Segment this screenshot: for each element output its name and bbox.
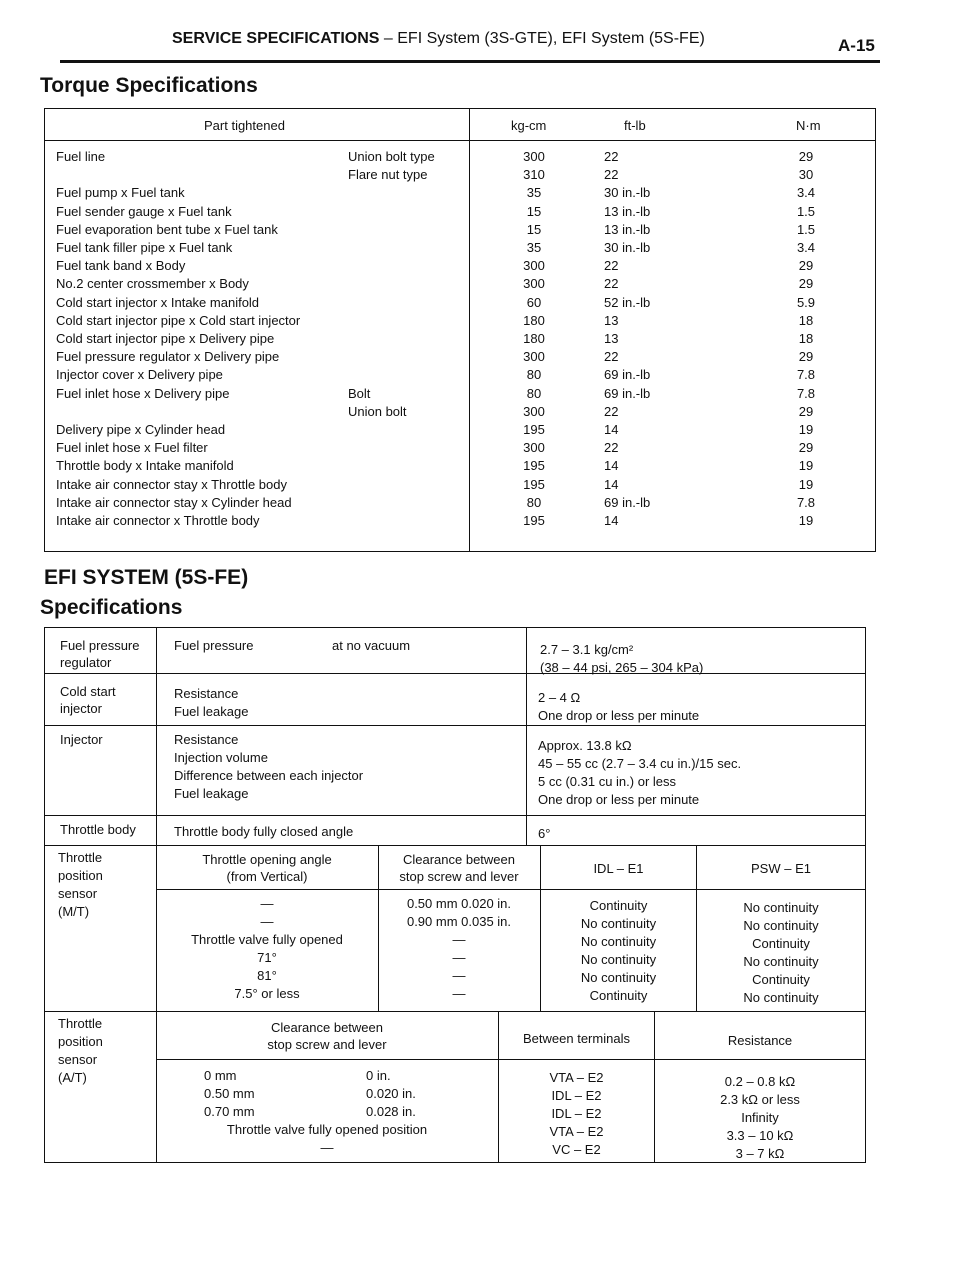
torque-part-cell: Intake air connector stay x Throttle body xyxy=(56,476,287,492)
torque-part-cell: Fuel line xyxy=(56,149,106,164)
tps-at-label-line: (A/T) xyxy=(58,1070,87,1085)
specifications-table xyxy=(44,627,866,1163)
torque-part-cell: No.2 center crossmember x Body xyxy=(56,276,249,292)
idl-cell: Continuity xyxy=(589,898,648,913)
torque-row xyxy=(44,349,876,367)
angle-cell: — xyxy=(260,914,274,929)
torque-nm-cell: 3.4 xyxy=(796,185,816,201)
torque-ftlb-cell: 14 xyxy=(604,458,619,474)
table-border xyxy=(526,627,527,845)
torque-kgcm-cell: 195 xyxy=(523,476,545,492)
terminal-cell: IDL – E2 xyxy=(551,1088,602,1103)
torque-kgcm-cell: 15 xyxy=(526,203,542,219)
psw-cell: Continuity xyxy=(752,972,810,987)
table-border xyxy=(44,627,866,628)
torque-ftlb-cell: 13 in.-lb xyxy=(604,203,651,219)
torque-nm-cell: 1.5 xyxy=(796,203,816,219)
torque-row xyxy=(44,276,876,294)
clearance-cell: — xyxy=(452,932,466,947)
col-angle-sub: (from Vertical) xyxy=(226,869,308,884)
col-clearance-header: Clearance between xyxy=(402,852,516,867)
at-mm-cell: 0.50 mm xyxy=(204,1086,255,1101)
col-psw-header: PSW – E1 xyxy=(751,861,811,876)
torque-nm-cell: 1.5 xyxy=(796,221,816,237)
col-resistance-header: Resistance xyxy=(727,1033,793,1048)
throttle-body-value: 6° xyxy=(538,826,551,841)
angle-cell: 7.5° or less xyxy=(234,986,300,1001)
torque-row xyxy=(44,495,876,513)
injector-item: Resistance xyxy=(174,732,239,747)
torque-nm-cell: 19 xyxy=(798,513,814,528)
torque-kgcm-cell: 300 xyxy=(523,403,545,419)
page-number: A-15 xyxy=(838,36,875,55)
torque-row xyxy=(44,513,876,531)
table-border xyxy=(44,845,866,846)
torque-kgcm-cell: 300 xyxy=(523,440,545,456)
resistance-cell: 3 – 7 kΩ xyxy=(735,1146,785,1161)
injector-item: Difference between each injector xyxy=(174,768,364,783)
torque-part-cell: Fuel inlet hose x Fuel filter xyxy=(56,440,208,456)
torque-kgcm-cell: 300 xyxy=(523,349,545,365)
torque-part-cell: Fuel tank band x Body xyxy=(56,258,186,274)
torque-ftlb-cell: 22 xyxy=(604,258,619,274)
injector-items xyxy=(174,731,363,803)
torque-part-cell: Fuel pump x Fuel tank xyxy=(56,185,185,201)
terminal-cell: IDL – E2 xyxy=(551,1106,602,1121)
resistance-cell: 2.3 kΩ or less xyxy=(720,1092,800,1107)
torque-nm-cell: 18 xyxy=(798,331,814,346)
at-inch-cell: 0 in. xyxy=(366,1068,391,1083)
tps-at-label-line: position xyxy=(58,1034,103,1049)
at-inch-cell: 0.020 in. xyxy=(366,1086,416,1101)
clearance-cell: 0.90 mm 0.035 in. xyxy=(406,914,512,929)
resistance-cell: 3.3 – 10 kΩ xyxy=(726,1128,794,1143)
torque-type-cell: Union bolt type xyxy=(348,149,435,164)
tps-mt-idl xyxy=(541,897,696,1005)
torque-row xyxy=(44,204,876,222)
torque-part-cell: Fuel sender gauge x Fuel tank xyxy=(56,203,232,219)
psw-cell: No continuity xyxy=(743,954,819,969)
torque-kgcm-cell: 35 xyxy=(526,185,542,201)
idl-cell: No continuity xyxy=(580,934,657,949)
torque-kgcm-cell: 300 xyxy=(523,149,545,164)
idl-cell: Continuity xyxy=(589,988,648,1003)
at-inch-cell: 0.028 in. xyxy=(366,1104,416,1119)
at-mm-cell: 0.70 mm xyxy=(204,1104,255,1119)
csi-label-1: Cold start xyxy=(60,684,116,699)
col-clearance-sub: stop screw and lever xyxy=(399,869,519,884)
at-inch-values xyxy=(366,1067,416,1121)
tps-mt-label-line: position xyxy=(58,868,103,883)
torque-kgcm-cell: 310 xyxy=(523,167,545,183)
torque-nm-cell: 7.8 xyxy=(796,494,816,510)
header-rule xyxy=(60,60,880,63)
torque-ftlb-cell: 69 in.-lb xyxy=(604,385,651,401)
torque-ftlb-cell: 14 xyxy=(604,422,619,437)
torque-row xyxy=(44,258,876,276)
torque-ftlb-cell: 22 xyxy=(604,167,619,183)
torque-nm-cell: 7.8 xyxy=(796,367,816,383)
fpr-item: Fuel pressure xyxy=(174,638,254,653)
terminal-cell: VTA – E2 xyxy=(549,1124,604,1139)
torque-nm-cell: 7.8 xyxy=(796,385,816,401)
torque-type-cell: Bolt xyxy=(348,385,371,401)
torque-part-cell: Intake air connector stay x Cylinder head xyxy=(56,494,292,510)
table-border xyxy=(44,815,866,816)
idl-cell: No continuity xyxy=(580,970,657,985)
torque-nm-cell: 29 xyxy=(798,403,814,419)
fpr-value-1: 2.7 – 3.1 kg/cm² xyxy=(540,642,634,657)
table-border xyxy=(44,551,876,552)
torque-ftlb-cell: 22 xyxy=(604,149,619,164)
col-nm-header: N·m xyxy=(796,118,821,133)
terminal-cell: VTA – E2 xyxy=(549,1070,604,1085)
torque-part-cell: Fuel pressure regulator x Delivery pipe xyxy=(56,349,280,365)
col-angle-header: Throttle opening angle xyxy=(202,852,332,867)
torque-kgcm-cell: 300 xyxy=(523,258,545,274)
terminal-cell: VC – E2 xyxy=(552,1142,601,1157)
idl-cell: No continuity xyxy=(580,952,657,967)
section-label: SERVICE SPECIFICATIONS xyxy=(172,30,380,47)
torque-ftlb-cell: 30 in.-lb xyxy=(604,185,651,201)
torque-kgcm-cell: 195 xyxy=(523,513,545,528)
torque-kgcm-cell: 180 xyxy=(523,331,545,346)
torque-row xyxy=(44,167,876,185)
torque-row xyxy=(44,477,876,495)
table-border xyxy=(44,140,876,141)
torque-ftlb-cell: 13 in.-lb xyxy=(604,221,651,237)
torque-kgcm-cell: 35 xyxy=(526,240,542,255)
table-border xyxy=(44,725,866,726)
psw-cell: No continuity xyxy=(743,918,819,933)
torque-nm-cell: 19 xyxy=(798,476,814,492)
torque-row xyxy=(44,222,876,240)
at-mm-values xyxy=(204,1067,255,1121)
col-terminals-header: Between terminals xyxy=(523,1031,630,1046)
table-border xyxy=(44,627,45,1163)
torque-ftlb-cell: 22 xyxy=(604,403,619,419)
torque-nm-cell: 29 xyxy=(798,276,814,292)
torque-row xyxy=(44,295,876,313)
torque-ftlb-cell: 69 in.-lb xyxy=(604,367,651,383)
fpr-label-2: regulator xyxy=(60,655,112,670)
csi-item: Fuel leakage xyxy=(174,704,249,719)
torque-part-cell: Cold start injector pipe x Cold start injector xyxy=(56,312,301,328)
fpr-condition: at no vacuum xyxy=(332,638,411,653)
torque-row xyxy=(44,440,876,458)
torque-kgcm-cell: 15 xyxy=(526,221,542,237)
tps-mt-label xyxy=(58,849,103,921)
specifications-heading: Specifications xyxy=(40,596,183,619)
psw-cell: No continuity xyxy=(743,990,819,1005)
torque-table xyxy=(44,108,876,550)
torque-kgcm-cell: 80 xyxy=(526,367,542,383)
torque-row xyxy=(44,331,876,349)
tps-at-label-line: Throttle xyxy=(58,1016,103,1031)
torque-row xyxy=(44,458,876,476)
torque-kgcm-cell: 80 xyxy=(526,385,542,401)
clearance-cell: 0.50 mm 0.020 in. xyxy=(406,896,512,911)
torque-ftlb-cell: 22 xyxy=(604,440,619,456)
psw-cell: No continuity xyxy=(743,900,819,915)
torque-nm-cell: 19 xyxy=(798,422,814,437)
injector-label: Injector xyxy=(60,732,103,747)
table-border xyxy=(156,1059,866,1060)
efi-heading: EFI SYSTEM (5S-FE) xyxy=(44,566,249,589)
fpr-value-2: (38 – 44 psi, 265 – 304 kPa) xyxy=(540,660,704,675)
col-kgcm-header: kg-cm xyxy=(511,118,547,133)
col-at-clearance-sub: stop screw and lever xyxy=(267,1037,387,1052)
clearance-cell: — xyxy=(452,968,466,983)
at-terminals xyxy=(499,1069,654,1159)
angle-cell: 81° xyxy=(257,968,277,983)
fpr-label-1: Fuel pressure xyxy=(60,638,140,653)
psw-cell: Continuity xyxy=(752,936,810,951)
torque-kgcm-cell: 180 xyxy=(523,312,545,328)
torque-kgcm-cell: 195 xyxy=(523,422,545,437)
torque-ftlb-cell: 22 xyxy=(604,349,619,365)
torque-row xyxy=(44,404,876,422)
torque-kgcm-cell: 80 xyxy=(526,494,542,510)
col-part-header: Part tightened xyxy=(204,118,285,133)
torque-part-cell: Injector cover x Delivery pipe xyxy=(56,367,223,383)
injector-value: 5 cc (0.31 cu in.) or less xyxy=(538,774,676,789)
torque-part-cell: Intake air connector x Throttle body xyxy=(56,513,260,528)
torque-nm-cell: 29 xyxy=(798,440,814,456)
col-ftlb-header: ft-lb xyxy=(624,118,646,133)
torque-kgcm-cell: 300 xyxy=(523,276,545,292)
torque-nm-cell: 18 xyxy=(798,312,814,328)
injector-value: 45 – 55 cc (2.7 – 3.4 cu in.)/15 sec. xyxy=(538,756,742,771)
csi-value: 2 – 4 Ω xyxy=(538,690,581,705)
angle-cell: — xyxy=(260,896,274,911)
torque-nm-cell: 29 xyxy=(798,258,814,274)
col-at-clearance-header: Clearance between xyxy=(270,1020,384,1035)
torque-kgcm-cell: 60 xyxy=(526,294,542,310)
injector-values xyxy=(538,737,741,809)
torque-heading: Torque Specifications xyxy=(40,74,258,97)
torque-row xyxy=(44,185,876,203)
throttle-body-item: Throttle body fully closed angle xyxy=(174,824,354,839)
at-mm-cell: 0 mm xyxy=(204,1068,237,1083)
torque-part-cell: Fuel evaporation bent tube x Fuel tank xyxy=(56,221,278,237)
torque-ftlb-cell: 30 in.-lb xyxy=(604,240,651,255)
torque-part-cell: Cold start injector pipe x Delivery pipe xyxy=(56,331,275,346)
at-full-open: Throttle valve fully opened position xyxy=(226,1122,428,1137)
injector-value: One drop or less per minute xyxy=(538,792,700,807)
tps-mt-clearances xyxy=(379,895,539,1003)
at-dash: — xyxy=(320,1140,334,1155)
table-border xyxy=(865,627,866,1163)
angle-cell: Throttle valve fully opened xyxy=(191,932,343,947)
throttle-body-label: Throttle body xyxy=(60,822,136,837)
table-border xyxy=(44,673,866,674)
tps-mt-label-line: Throttle xyxy=(58,850,103,865)
clearance-cell: — xyxy=(452,950,466,965)
torque-type-cell: Union bolt xyxy=(348,403,407,419)
tps-mt-psw xyxy=(697,899,865,1007)
tps-mt-label-line: sensor xyxy=(58,886,98,901)
torque-nm-cell: 30 xyxy=(798,167,814,183)
clearance-cell: — xyxy=(452,986,466,1001)
torque-part-cell: Fuel tank filler pipe x Fuel tank xyxy=(56,240,233,255)
torque-part-cell: Throttle body x Intake manifold xyxy=(56,458,234,474)
torque-ftlb-cell: 69 in.-lb xyxy=(604,494,651,510)
torque-ftlb-cell: 13 xyxy=(604,331,619,346)
torque-nm-cell: 19 xyxy=(798,458,814,474)
csi-value: One drop or less per minute xyxy=(538,708,700,723)
tps-at-label xyxy=(58,1015,103,1087)
header-title-rest: – EFI System (3S-GTE), EFI System (5S-FE) xyxy=(379,30,705,47)
angle-cell: 71° xyxy=(257,950,277,965)
torque-ftlb-cell: 22 xyxy=(604,276,619,292)
resistance-cell: Infinity xyxy=(741,1110,779,1125)
torque-part-cell: Delivery pipe x Cylinder head xyxy=(56,422,226,437)
table-border xyxy=(44,108,876,109)
torque-part-cell: Fuel inlet hose x Delivery pipe xyxy=(56,385,230,401)
csi-item: Resistance xyxy=(174,686,239,701)
torque-nm-cell: 3.4 xyxy=(796,240,816,255)
table-border xyxy=(156,889,866,890)
torque-nm-cell: 29 xyxy=(798,349,814,365)
at-resistances xyxy=(655,1073,865,1163)
torque-nm-cell: 29 xyxy=(798,149,814,164)
torque-row xyxy=(44,422,876,440)
torque-row xyxy=(44,149,876,167)
torque-ftlb-cell: 13 xyxy=(604,312,619,328)
torque-row xyxy=(44,367,876,385)
torque-ftlb-cell: 14 xyxy=(604,513,619,528)
torque-part-cell: Cold start injector x Intake manifold xyxy=(56,294,260,310)
torque-kgcm-cell: 195 xyxy=(523,458,545,474)
csi-label-2: injector xyxy=(60,701,102,716)
col-idl-header: IDL – E1 xyxy=(593,861,644,876)
torque-type-cell: Flare nut type xyxy=(348,167,428,183)
torque-row xyxy=(44,313,876,331)
idl-cell: No continuity xyxy=(580,916,657,931)
torque-ftlb-cell: 52 in.-lb xyxy=(604,294,651,310)
tps-mt-label-line: (M/T) xyxy=(58,904,90,919)
torque-row xyxy=(44,240,876,258)
torque-row xyxy=(44,386,876,404)
torque-nm-cell: 5.9 xyxy=(796,294,816,310)
injector-item: Fuel leakage xyxy=(174,786,249,801)
table-border xyxy=(44,1011,866,1012)
torque-ftlb-cell: 14 xyxy=(604,476,619,492)
tps-at-label-line: sensor xyxy=(58,1052,98,1067)
tps-mt-angles xyxy=(157,895,377,1003)
injector-item: Injection volume xyxy=(174,750,268,765)
injector-value: Approx. 13.8 kΩ xyxy=(538,738,632,753)
resistance-cell: 0.2 – 0.8 kΩ xyxy=(724,1074,796,1089)
page-header-title xyxy=(172,30,705,48)
